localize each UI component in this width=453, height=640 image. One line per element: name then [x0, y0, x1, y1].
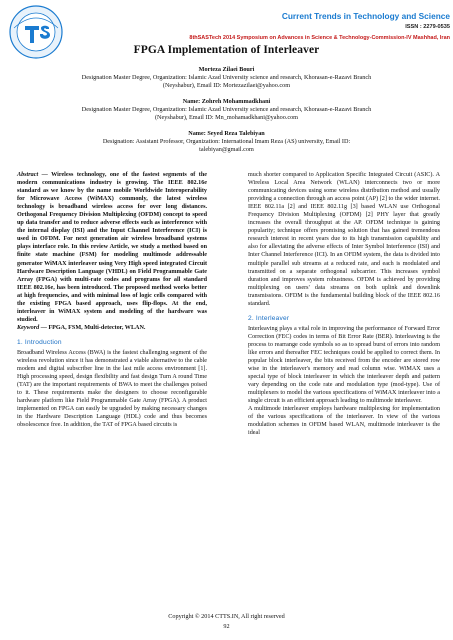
author-name: Morteza Zilaei Bouri: [198, 66, 255, 73]
symposium-text: 8thSASTech 2014 Symposium on Advances in Science & Technology-Commission-IV Mashhad, Iran: [189, 35, 450, 41]
copyright-footer: Copyright © 2014 CTTS.IN, All right reserved: [168, 613, 285, 620]
author-affiliation: Designation: Assistant Professor, Organization: International Imam Reza (AS) university, Email ID:: [102, 138, 351, 145]
section-heading-introduction: 1. Introduction: [17, 338, 62, 346]
interleaver-paragraph-2: A multimode interleaver employs hardware multiplexing for implementation of the various specifications of the interleaver. In view of the various modulation schemes in OFDM based WLAN, multimode interleaver is the ideal: [248, 406, 440, 437]
author-affiliation: Designation Master Degree, Organization: Islamic Azad University science and research, Khorasan-e-Razavi Branch: [81, 106, 372, 113]
abstract: [17, 171, 207, 324]
abstract-label: Abstract: [17, 172, 39, 178]
author-block-1: [20, 66, 433, 90]
author-email: (Neyshabur), Email ID: Mortezazilaei@yahoo.com: [162, 82, 291, 89]
page-number: 92: [223, 623, 230, 630]
author-name: Name: Zohreh Mohammadkhani: [182, 98, 271, 105]
introduction-text: Broadband Wireless Access (BWA) is the fastest challenging segment of the wireless revolution since it has demonstrated a viable alternative to the cable modem and digital subscriber line in the last mile access environment [1]. High processing speed, design flexibility and fast design Turn A round Time (TAT) are the important requirements of BWA to meet the challenges poised to it. These requirements make the designers to choose reconfigurable hardware platform like Field Programmable Gate Array (FPGA). A product implemented on FPGA can easily be upgraded by making necessary changes in the Hardware Description Language (HDL) code and thus becomes obsolescence free. In addition, the TAT of FPGA based circuits is: [17, 349, 207, 429]
keywords: [17, 324, 207, 332]
author-name: Name: Seyed Reza Talebiyan: [188, 130, 265, 137]
abstract-text: — Wireless technology, one of the fastest segments of the modern communications industry is growing. The IEEE 802.16e standard as we know by the name mobile Worldwide Interoperability for Microwave Access (WiMAX) commonly, the latest wireless technology is broadband wireless access for over long distances. Orthogonal Frequency Division Multiplexing (OFDM) concept to speed up data transfer and to reduce adverse effects such as interference with the internal display (ISI) and the Input Channel Interference (ICI) is used in OFDM. For next generation air wireless broadband systems plays interface role. In this review Article, we study a method based on finite state machine (FSM) for modeling multimode addressable generator WiMAX interleaver using Very High speed integrated Circuit Hardware Description Language (VHDL) on Field Programmable Gate Array (FPGA) with multi-rate codes and programs for all standard IEEE 802.16e, has been introduced. The proposed method works better at high frequencies, and with minimal loss of logic cells compared with the existing FPGA based approach, uses flip-flops. At the end, interleaver in WiMAX system and modeling of the hardware was studied.: [17, 172, 207, 323]
keywords-text: — FPGA, FSM, Multi-detector, WLAN.: [39, 324, 146, 331]
section-heading-interleaver: 2. Interleaver: [248, 314, 290, 322]
journal-title: Current Trends in Technology and Science: [281, 11, 450, 21]
symposium-banner: [80, 35, 450, 41]
author-block-3: [20, 130, 433, 154]
author-email: (Neyshabur), Email ID: Mn_mohamadkhani@yahoo.com: [155, 114, 298, 121]
interleaver-paragraph-1: Interleaving plays a vital role in improving the performance of Forward Error Correction (FEC) codes in terms of Bit Error Rate (BER). Interleaving is the process to rearrange code symbols so as to spread burst of errors into random like errors and thereafter FEC techniques could be applied to correct them. In popular block interleaver, the bits received from the encoder are stored row wise in the interleaver's memory and read column wise. WiMAX uses a special type of block interleaver in which the interleaver depth and pattern vary depending on the code rate and modulation type (mod-type). Use of multiplexers to model the various specifications of WiMAX interleaver into a single circuit is an efficient approach leading to multimode interleaver.: [248, 325, 440, 405]
author-affiliation: Designation Master Degree, Organization: Islamic Azad University science and research, Khorasan-e-Razavi Branch: [81, 74, 372, 81]
issn-label: ISSN : 2279-0535: [405, 24, 450, 30]
left-column: [17, 171, 207, 429]
paper-title: FPGA Implementation of Interleaver: [133, 44, 320, 56]
right-column: [248, 171, 440, 438]
body-text-continued: much shorter compared to Application Specific Integrated Circuit (ASIC). A Wireless Local Area Network (WLAN) interconnects two or more communicating devices using some wireless distribution method and usually providing a connection through an access point (AP) [2] to the wider internet. IEEE 802.11a [2] and IEEE 802.11g [3] based WLAN use Orthogonal Frequency Division Multiplexing (OFDM) [2] PHY layer that greatly increases the overall throughput at the AP. OFDM technique is gaining popularity; technique offers promising solution that has gained tremendous research interest in recent years due to its high transmission capability and also for alleviating the adverse effects of Inter Symbol Interference (ISI) and Inter Channel Interference (ICI). In an OFDM system, the data is divided into multiple parallel sub streams at a reduced rate, and each is modulated and transmitted on a separate orthogonal subcarrier. This increases symbol duration and improves system robustness. OFDM is achieved by providing multiplexing on users' data streams on both uplink and downlink transmissions. OFDM is the fundamental building block of the IEEE 802.16 standard.: [248, 172, 440, 307]
author-block-2: [20, 98, 433, 122]
keywords-label: Keyword: [17, 324, 40, 331]
author-email: talebiyan@gmail.com: [199, 146, 254, 153]
